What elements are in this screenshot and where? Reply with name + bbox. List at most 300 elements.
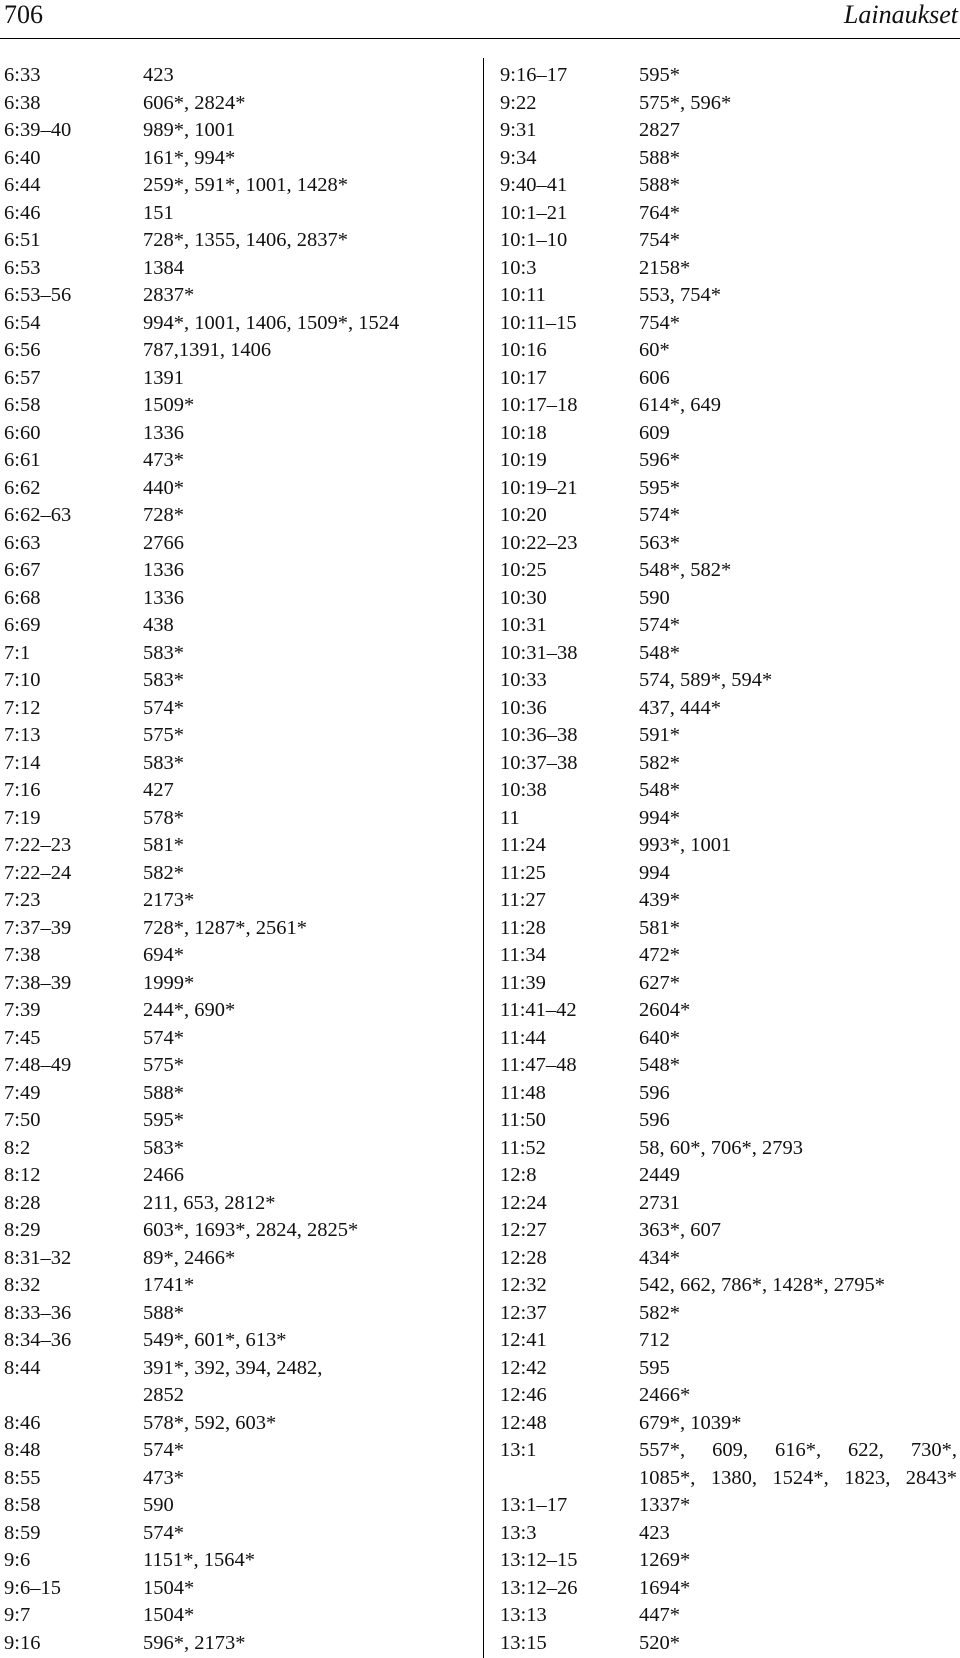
page-references: 1337* bbox=[639, 1494, 691, 1516]
verse-reference: 11:24 bbox=[500, 834, 546, 856]
page-references: 575* bbox=[143, 724, 184, 746]
index-entry bbox=[4, 1602, 469, 1630]
index-entry bbox=[500, 667, 960, 695]
page-number: 706 bbox=[4, 0, 43, 29]
verse-reference: 9:31 bbox=[500, 119, 537, 141]
index-entry bbox=[4, 392, 469, 420]
verse-reference: 10:3 bbox=[500, 256, 537, 279]
column-divider bbox=[483, 58, 484, 1658]
verse-reference: 8:46 bbox=[4, 1411, 41, 1434]
verse-reference: 6:39–40 bbox=[4, 119, 72, 141]
page-references: 1269* bbox=[639, 1549, 691, 1571]
page-references: 151 bbox=[143, 201, 174, 224]
index-entry bbox=[4, 997, 469, 1025]
verse-reference: 13:1 bbox=[500, 1439, 537, 1461]
page-references: 588* bbox=[639, 174, 680, 196]
index-entry bbox=[500, 1107, 960, 1135]
verse-reference: 7:48–49 bbox=[4, 1054, 72, 1076]
page-references: 548* bbox=[639, 641, 680, 664]
index-entry bbox=[4, 1190, 469, 1218]
verse-reference: 7:38–39 bbox=[4, 971, 72, 994]
page-references: 595* bbox=[639, 64, 680, 86]
verse-reference: 10:25 bbox=[500, 559, 547, 581]
page-references: 754* bbox=[639, 229, 680, 251]
verse-reference: 12:27 bbox=[500, 1219, 547, 1241]
page-references: 557*, 609, 616*, 622, 730*, bbox=[639, 1439, 957, 1461]
page-references: 2158* bbox=[639, 256, 691, 279]
index-entry bbox=[4, 915, 469, 943]
index-entry bbox=[500, 145, 960, 173]
index-entry bbox=[500, 62, 960, 90]
verse-reference: 11:27 bbox=[500, 889, 546, 911]
verse-reference: 8:28 bbox=[4, 1191, 41, 1214]
index-entry bbox=[4, 1520, 469, 1548]
page-references: 427 bbox=[143, 779, 174, 801]
verse-reference: 7:10 bbox=[4, 669, 41, 691]
verse-reference: 6:61 bbox=[4, 449, 41, 471]
verse-reference: 7:37–39 bbox=[4, 916, 72, 939]
verse-reference: 8:59 bbox=[4, 1521, 41, 1544]
verse-reference: 8:12 bbox=[4, 1164, 41, 1186]
page-references: 161*, 994* bbox=[143, 146, 236, 169]
index-entry bbox=[500, 117, 960, 145]
index-entry bbox=[4, 337, 469, 365]
page-references: 391*, 392, 394, 2482, bbox=[143, 1356, 323, 1379]
verse-reference: 10:19 bbox=[500, 449, 547, 471]
index-entry bbox=[4, 1135, 469, 1163]
verse-reference: 9:16 bbox=[4, 1631, 41, 1654]
index-entry bbox=[4, 970, 469, 998]
verse-reference: 11 bbox=[500, 806, 520, 829]
index-entry bbox=[500, 172, 960, 200]
verse-reference: 6:38 bbox=[4, 91, 41, 114]
index-entry bbox=[4, 172, 469, 200]
verse-reference: 6:68 bbox=[4, 586, 41, 609]
page-references: 434* bbox=[639, 1246, 680, 1269]
verse-reference: 9:6 bbox=[4, 1549, 31, 1571]
verse-reference: 6:56 bbox=[4, 339, 41, 361]
verse-reference: 7:16 bbox=[4, 779, 41, 801]
verse-reference: 7:22–23 bbox=[4, 834, 72, 856]
index-entry bbox=[4, 1162, 469, 1190]
verse-reference: 8:32 bbox=[4, 1274, 41, 1296]
page-references: 609 bbox=[639, 421, 670, 444]
verse-reference: 11:34 bbox=[500, 944, 546, 966]
index-entry bbox=[4, 887, 469, 915]
page-references: 1504* bbox=[143, 1604, 195, 1626]
verse-reference: 8:44 bbox=[4, 1356, 41, 1379]
index-entry bbox=[4, 860, 469, 888]
verse-reference: 13:12–26 bbox=[500, 1576, 578, 1599]
page-references: 694* bbox=[143, 944, 184, 966]
page-references: 1151*, 1564* bbox=[143, 1549, 255, 1571]
page-references: 993*, 1001 bbox=[639, 834, 732, 856]
page-references: 574* bbox=[639, 614, 680, 636]
page-references: 591* bbox=[639, 724, 680, 746]
index-entry bbox=[500, 447, 960, 475]
page-references: 679*, 1039* bbox=[639, 1411, 742, 1434]
page-references: 590 bbox=[639, 586, 670, 609]
page-header bbox=[0, 0, 960, 40]
page-references: 583* bbox=[143, 751, 184, 774]
index-entry bbox=[500, 640, 960, 668]
index-entry bbox=[4, 1437, 469, 1465]
verse-reference: 7:19 bbox=[4, 806, 41, 829]
page-references: 994* bbox=[639, 806, 680, 829]
verse-reference: 10:31–38 bbox=[500, 641, 578, 664]
index-entry bbox=[4, 1547, 469, 1575]
index-entry bbox=[500, 1602, 960, 1630]
page-references: 595* bbox=[143, 1109, 184, 1131]
page-references: 363*, 607 bbox=[639, 1219, 721, 1241]
verse-reference: 8:34–36 bbox=[4, 1329, 72, 1351]
verse-reference: 6:33 bbox=[4, 64, 41, 86]
page-references: 548* bbox=[639, 779, 680, 801]
verse-reference: 9:6–15 bbox=[4, 1576, 61, 1599]
verse-reference: 10:1–10 bbox=[500, 229, 568, 251]
page-references: 764* bbox=[639, 201, 680, 224]
verse-reference: 10:30 bbox=[500, 586, 547, 609]
page-references: 1999* bbox=[143, 971, 195, 994]
index-entry bbox=[500, 200, 960, 228]
index-entry bbox=[500, 1410, 960, 1438]
index-entry bbox=[500, 90, 960, 118]
page-references: 437, 444* bbox=[639, 696, 721, 719]
verse-reference: 7:1 bbox=[4, 641, 31, 664]
index-entry bbox=[500, 557, 960, 585]
index-entry bbox=[4, 310, 469, 338]
page-references: 583* bbox=[143, 641, 184, 664]
verse-reference: 7:50 bbox=[4, 1109, 41, 1131]
verse-reference: 11:48 bbox=[500, 1081, 546, 1104]
page-references: 548*, 582* bbox=[639, 559, 732, 581]
verse-reference: 10:19–21 bbox=[500, 476, 578, 499]
index-entry bbox=[500, 475, 960, 503]
index-entry bbox=[4, 1300, 469, 1328]
page-references: 588* bbox=[143, 1301, 184, 1324]
index-entry bbox=[500, 420, 960, 448]
verse-reference: 7:45 bbox=[4, 1026, 41, 1049]
index-entry bbox=[500, 1245, 960, 1273]
page-references: 596* bbox=[639, 449, 680, 471]
index-entry bbox=[500, 1492, 960, 1520]
page-references: 596*, 2173* bbox=[143, 1631, 246, 1654]
index-entry bbox=[500, 1300, 960, 1328]
verse-reference: 10:36–38 bbox=[500, 724, 578, 746]
page-references: 1336 bbox=[143, 586, 184, 609]
page-references: 712 bbox=[639, 1329, 670, 1351]
page-references: 606 bbox=[639, 366, 670, 389]
verse-reference: 10:33 bbox=[500, 669, 547, 691]
page-references: 423 bbox=[143, 64, 174, 86]
verse-reference: 10:37–38 bbox=[500, 751, 578, 774]
verse-reference: 10:16 bbox=[500, 339, 547, 361]
verse-reference: 10:18 bbox=[500, 421, 547, 444]
index-entry bbox=[4, 90, 469, 118]
index-entry bbox=[500, 750, 960, 778]
index-entry bbox=[4, 1107, 469, 1135]
verse-reference: 12:28 bbox=[500, 1246, 547, 1269]
page-references: 1694* bbox=[639, 1576, 691, 1599]
verse-reference: 9:22 bbox=[500, 91, 537, 114]
page-references: 728*, 1355, 1406, 2837* bbox=[143, 229, 348, 251]
index-entry bbox=[4, 365, 469, 393]
index-entry bbox=[4, 447, 469, 475]
verse-reference: 11:28 bbox=[500, 916, 546, 939]
verse-reference: 12:24 bbox=[500, 1191, 547, 1214]
index-entry bbox=[4, 1052, 469, 1080]
verse-reference: 8:55 bbox=[4, 1466, 41, 1489]
index-entry bbox=[500, 1080, 960, 1108]
page-references: 2173* bbox=[143, 889, 195, 911]
index-entry bbox=[500, 695, 960, 723]
verse-reference: 11:44 bbox=[500, 1026, 546, 1049]
verse-reference: 9:7 bbox=[4, 1604, 31, 1626]
page-references-continued: 2852 bbox=[143, 1384, 184, 1406]
verse-reference: 7:38 bbox=[4, 944, 41, 966]
verse-reference: 6:57 bbox=[4, 366, 41, 389]
page-references: 2837* bbox=[143, 284, 195, 306]
page-references: 473* bbox=[143, 1466, 184, 1489]
index-entry bbox=[4, 695, 469, 723]
verse-reference: 7:39 bbox=[4, 999, 41, 1021]
verse-reference: 9:16–17 bbox=[500, 64, 568, 86]
verse-reference: 13:15 bbox=[500, 1631, 547, 1654]
page-references: 1391 bbox=[143, 366, 184, 389]
header-rule bbox=[0, 38, 960, 39]
verse-reference: 13:12–15 bbox=[500, 1549, 578, 1571]
index-entry bbox=[500, 1355, 960, 1383]
index-entry bbox=[500, 1382, 960, 1410]
page-references: 728*, 1287*, 2561* bbox=[143, 916, 307, 939]
verse-reference: 9:40–41 bbox=[500, 174, 568, 196]
page-references: 58, 60*, 706*, 2793 bbox=[639, 1136, 803, 1159]
page-references: 994*, 1001, 1406, 1509*, 1524 bbox=[143, 311, 400, 334]
verse-reference: 7:13 bbox=[4, 724, 41, 746]
index-entry bbox=[4, 200, 469, 228]
index-entry bbox=[4, 255, 469, 283]
index-entry bbox=[500, 1437, 960, 1492]
index-entry bbox=[4, 585, 469, 613]
page-references: 596 bbox=[639, 1081, 670, 1104]
index-entry bbox=[500, 227, 960, 255]
page-references: 1336 bbox=[143, 559, 184, 581]
verse-reference: 6:62–63 bbox=[4, 504, 72, 526]
page-references: 542, 662, 786*, 1428*, 2795* bbox=[639, 1274, 885, 1296]
page-references: 578* bbox=[143, 806, 184, 829]
page-references: 574* bbox=[143, 1026, 184, 1049]
verse-reference: 10:11 bbox=[500, 284, 546, 306]
index-entry bbox=[500, 805, 960, 833]
index-entry bbox=[4, 117, 469, 145]
index-entry bbox=[4, 420, 469, 448]
verse-reference: 7:12 bbox=[4, 696, 41, 719]
page-references: 581* bbox=[143, 834, 184, 856]
verse-reference: 6:62 bbox=[4, 476, 41, 499]
index-entry bbox=[4, 777, 469, 805]
page-references: 1336 bbox=[143, 421, 184, 444]
verse-reference: 12:32 bbox=[500, 1274, 547, 1296]
index-entry bbox=[4, 750, 469, 778]
index-entry bbox=[500, 970, 960, 998]
verse-reference: 12:48 bbox=[500, 1411, 547, 1434]
page-references: 582* bbox=[639, 1301, 680, 1324]
page-references: 583* bbox=[143, 669, 184, 691]
verse-reference: 11:39 bbox=[500, 971, 546, 994]
page-references: 583* bbox=[143, 1136, 184, 1159]
verse-reference: 13:3 bbox=[500, 1521, 537, 1544]
verse-reference: 7:23 bbox=[4, 889, 41, 911]
verse-reference: 10:1–21 bbox=[500, 201, 568, 224]
index-entry bbox=[4, 1217, 469, 1245]
verse-reference: 12:46 bbox=[500, 1384, 547, 1406]
page-references: 259*, 591*, 1001, 1428* bbox=[143, 174, 348, 196]
page-references: 423 bbox=[639, 1521, 670, 1544]
page-references: 1741* bbox=[143, 1274, 195, 1296]
index-entry bbox=[4, 805, 469, 833]
verse-reference: 10:22–23 bbox=[500, 531, 578, 554]
page-references: 2466 bbox=[143, 1164, 184, 1186]
index-entry bbox=[500, 1052, 960, 1080]
page-references: 473* bbox=[143, 449, 184, 471]
verse-reference: 6:53–56 bbox=[4, 284, 72, 306]
page-references: 787,1391, 1406 bbox=[143, 339, 272, 361]
page-references: 574* bbox=[143, 696, 184, 719]
verse-reference: 12:8 bbox=[500, 1164, 537, 1186]
verse-reference: 12:42 bbox=[500, 1356, 547, 1379]
page-references: 575* bbox=[143, 1054, 184, 1076]
verse-reference: 6:58 bbox=[4, 394, 41, 416]
index-entry bbox=[500, 1520, 960, 1548]
page-references: 574* bbox=[143, 1439, 184, 1461]
index-entry bbox=[4, 1245, 469, 1273]
verse-reference: 11:50 bbox=[500, 1109, 546, 1131]
index-entry bbox=[500, 1190, 960, 1218]
index-entry bbox=[500, 1547, 960, 1575]
verse-reference: 7:22–24 bbox=[4, 861, 72, 884]
index-entry bbox=[4, 227, 469, 255]
index-entry bbox=[500, 777, 960, 805]
index-entry bbox=[500, 530, 960, 558]
verse-reference: 6:63 bbox=[4, 531, 41, 554]
index-entry bbox=[4, 1410, 469, 1438]
page-references: 472* bbox=[639, 944, 680, 966]
verse-reference: 6:40 bbox=[4, 146, 41, 169]
index-entry bbox=[500, 1327, 960, 1355]
page-references: 548* bbox=[639, 1054, 680, 1076]
page-references: 89*, 2466* bbox=[143, 1246, 236, 1269]
verse-reference: 6:60 bbox=[4, 421, 41, 444]
running-title: Lainaukset bbox=[843, 0, 958, 29]
page-references: 603*, 1693*, 2824, 2825* bbox=[143, 1219, 359, 1241]
page-references: 581* bbox=[639, 916, 680, 939]
page-references-continued: 1085*, 1380, 1524*, 1823, 2843* bbox=[639, 1466, 957, 1489]
verse-reference: 8:33–36 bbox=[4, 1301, 72, 1324]
verse-reference: 11:47–48 bbox=[500, 1054, 577, 1076]
index-entry bbox=[500, 337, 960, 365]
index-entry bbox=[4, 612, 469, 640]
index-entry bbox=[4, 530, 469, 558]
page-references: 614*, 649 bbox=[639, 394, 721, 416]
page-references: 606*, 2824* bbox=[143, 91, 246, 114]
page-references: 590 bbox=[143, 1494, 174, 1516]
page-references: 627* bbox=[639, 971, 680, 994]
index-entry bbox=[500, 365, 960, 393]
verse-reference: 10:17 bbox=[500, 366, 547, 389]
page-references: 640* bbox=[639, 1026, 680, 1049]
page-references: 440* bbox=[143, 476, 184, 499]
index-entry bbox=[500, 1630, 960, 1658]
page-references: 447* bbox=[639, 1604, 680, 1626]
verse-reference: 6:67 bbox=[4, 559, 41, 581]
index-entry bbox=[500, 612, 960, 640]
index-entry bbox=[4, 1327, 469, 1355]
page-references: 2827 bbox=[639, 119, 680, 141]
index-entry bbox=[4, 667, 469, 695]
page-references: 563* bbox=[639, 531, 680, 554]
page-references: 595* bbox=[639, 476, 680, 499]
index-entry bbox=[500, 1217, 960, 1245]
page-references: 574* bbox=[143, 1521, 184, 1544]
page-references: 728* bbox=[143, 504, 184, 526]
verse-reference: 13:13 bbox=[500, 1604, 547, 1626]
page-references: 2466* bbox=[639, 1384, 691, 1406]
verse-reference: 6:54 bbox=[4, 311, 41, 334]
verse-reference: 8:29 bbox=[4, 1219, 41, 1241]
index-entry bbox=[4, 475, 469, 503]
index-entry bbox=[4, 722, 469, 750]
page-references: 595 bbox=[639, 1356, 670, 1379]
index-entry bbox=[500, 282, 960, 310]
verse-reference: 10:20 bbox=[500, 504, 547, 526]
page-references: 574* bbox=[639, 504, 680, 526]
page-references: 588* bbox=[143, 1081, 184, 1104]
page-references: 244*, 690* bbox=[143, 999, 236, 1021]
index-entry bbox=[4, 62, 469, 90]
page-references: 520* bbox=[639, 1631, 680, 1654]
page-references: 582* bbox=[143, 861, 184, 884]
verse-reference: 6:46 bbox=[4, 201, 41, 224]
index-entry bbox=[500, 860, 960, 888]
page-references: 1384 bbox=[143, 256, 184, 279]
index-entry bbox=[500, 585, 960, 613]
left-column bbox=[4, 62, 469, 1657]
index-entry bbox=[4, 145, 469, 173]
page-references: 60* bbox=[639, 339, 670, 361]
verse-reference: 12:37 bbox=[500, 1301, 547, 1324]
index-entry bbox=[500, 1575, 960, 1603]
page-references: 549*, 601*, 613* bbox=[143, 1329, 287, 1351]
index-entry bbox=[500, 832, 960, 860]
verse-reference: 11:52 bbox=[500, 1136, 546, 1159]
page-references: 754* bbox=[639, 311, 680, 334]
index-entry bbox=[500, 1025, 960, 1053]
page-references: 439* bbox=[639, 889, 680, 911]
page-references: 582* bbox=[639, 751, 680, 774]
verse-reference: 10:11–15 bbox=[500, 311, 577, 334]
index-entry bbox=[500, 310, 960, 338]
verse-reference: 12:41 bbox=[500, 1329, 547, 1351]
index-entry bbox=[500, 887, 960, 915]
page-references: 578*, 592, 603* bbox=[143, 1411, 277, 1434]
page-references: 553, 754* bbox=[639, 284, 721, 306]
index-entry bbox=[4, 832, 469, 860]
page-references: 994 bbox=[639, 861, 670, 884]
page-references: 588* bbox=[639, 146, 680, 169]
verse-reference: 11:41–42 bbox=[500, 999, 577, 1021]
index-entry bbox=[4, 1630, 469, 1658]
page-references: 2731 bbox=[639, 1191, 680, 1214]
